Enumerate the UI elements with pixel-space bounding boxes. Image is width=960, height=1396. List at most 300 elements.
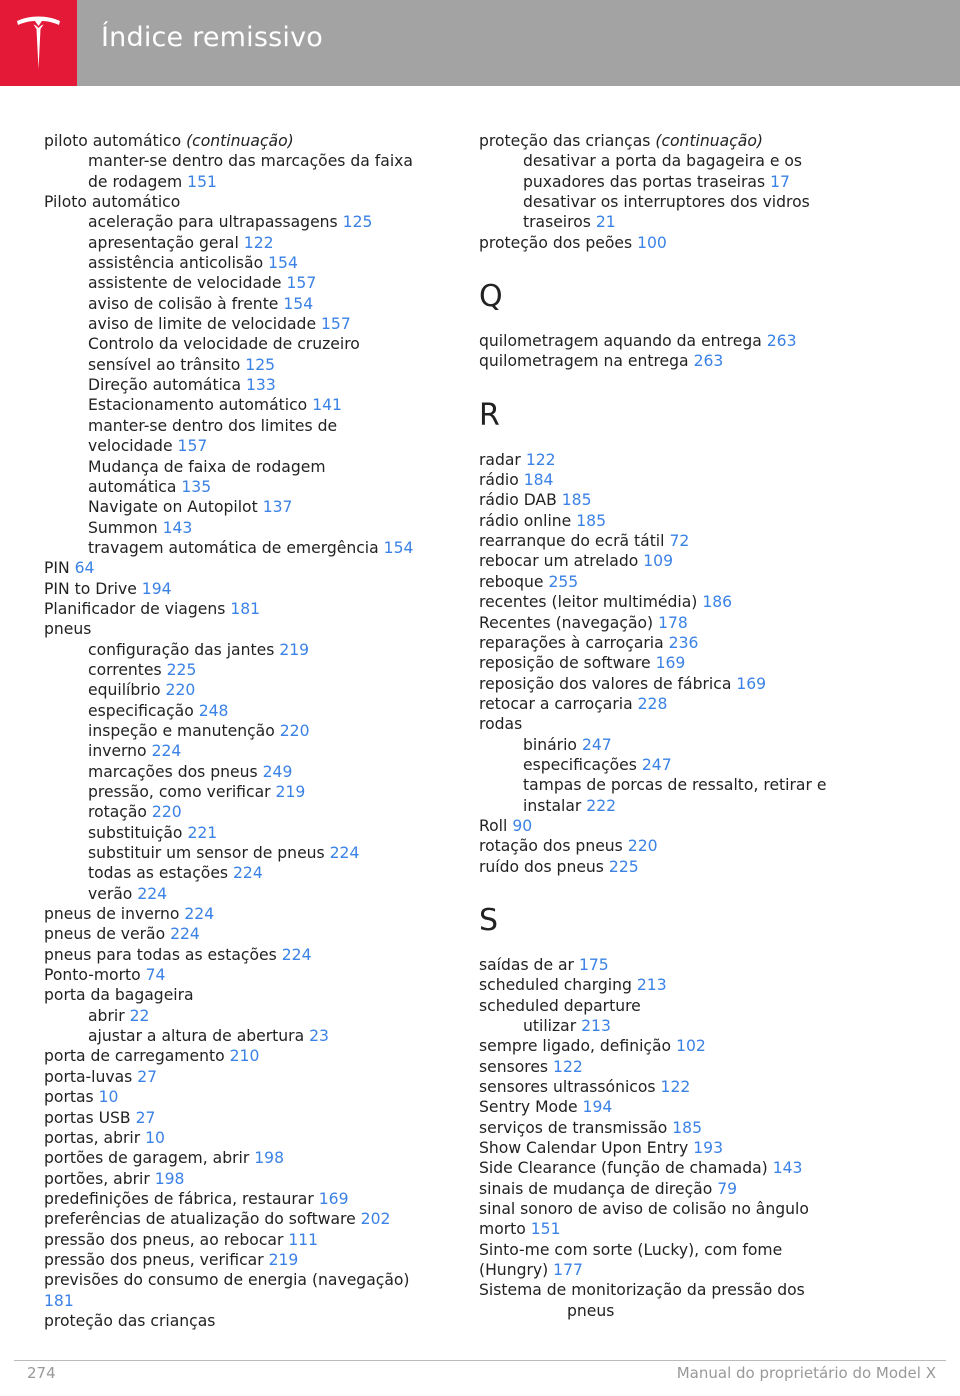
- index-entry: [44, 924, 464, 944]
- entry-text: configuração das jantes: [88, 640, 275, 659]
- page-link[interactable]: 74: [145, 966, 166, 985]
- index-subentry: [44, 233, 464, 253]
- entry-text: reboque: [479, 572, 544, 591]
- index-subentry: [479, 192, 899, 212]
- index-column-right: [479, 131, 899, 1321]
- entry-text: velocidade: [88, 437, 173, 456]
- page-link[interactable]: 133: [246, 376, 276, 395]
- index-entry: [44, 1169, 464, 1189]
- index-subentry: [479, 212, 899, 232]
- page-link[interactable]: 109: [643, 552, 674, 571]
- entry-text: Recentes (navegação): [479, 613, 654, 632]
- entry-text: inverno: [88, 742, 147, 761]
- page-link[interactable]: 122: [553, 1057, 583, 1076]
- footer-manual-title: Manual do proprietário do Model X: [676, 1364, 936, 1382]
- entry-text: Piloto automático: [44, 193, 181, 212]
- entry-text: Show Calendar Upon Entry: [479, 1139, 689, 1158]
- page-link[interactable]: 100: [637, 233, 667, 252]
- index-subentry: [44, 680, 464, 700]
- page-link[interactable]: 224: [233, 864, 263, 883]
- entry-text: saídas de ar: [479, 955, 574, 974]
- page-link[interactable]: 17: [770, 172, 790, 191]
- entry-text: Sistema de monitorização da pressão dos: [479, 1281, 805, 1300]
- entry-text: travagem automática de emergência: [88, 538, 379, 557]
- index-subentry: [44, 253, 464, 273]
- page-link[interactable]: 185: [561, 491, 592, 510]
- index-subentry: [44, 782, 464, 802]
- entry-text: pneus de inverno: [44, 905, 180, 924]
- entry-text: recentes (leitor multimédia): [479, 593, 698, 612]
- entry-text: puxadores das portas traseiras: [523, 172, 766, 191]
- index-subentry: [44, 497, 464, 517]
- entry-text: PIN to Drive: [44, 579, 137, 598]
- index-entry: [479, 694, 899, 714]
- page-link[interactable]: 247: [581, 735, 612, 754]
- page-link[interactable]: 181: [230, 599, 261, 618]
- entry-text: quilometragem aquando da entrega: [479, 332, 762, 351]
- index-entry: [44, 904, 464, 924]
- page-link[interactable]: 151: [187, 172, 217, 191]
- index-subentry: [44, 660, 464, 680]
- page-link[interactable]: 255: [548, 572, 579, 591]
- page-link[interactable]: 125: [245, 355, 276, 374]
- index-subentry: [479, 172, 899, 192]
- index-subentry: [44, 884, 464, 904]
- entry-text: especificações: [523, 755, 637, 774]
- index-entry: [44, 558, 464, 578]
- entry-text: ruído dos pneus: [479, 857, 604, 876]
- index-entry: [479, 572, 899, 592]
- index-entry: [479, 233, 899, 253]
- index-entry: [479, 592, 899, 612]
- continuation-label: (continuação): [186, 132, 294, 150]
- entry-text: substituir um sensor de pneus: [88, 844, 325, 863]
- page-link[interactable]: 224: [281, 945, 312, 964]
- entry-text: assistente de velocidade: [88, 274, 282, 293]
- entry-text: pressão, como verificar: [88, 783, 271, 801]
- index-entry: [479, 1097, 899, 1117]
- index-entry: [44, 192, 464, 212]
- index-entry: [479, 1260, 899, 1280]
- index-subentry: [44, 741, 464, 761]
- page-link[interactable]: 23: [309, 1027, 329, 1046]
- page-link[interactable]: 220: [165, 681, 196, 700]
- index-subentry: [44, 273, 464, 293]
- index-entry: [44, 1046, 464, 1066]
- page-link[interactable]: 220: [151, 803, 182, 822]
- entry-text: Summon: [88, 518, 158, 537]
- page-link[interactable]: 247: [641, 755, 672, 774]
- index-subentry: [44, 314, 464, 334]
- page-link[interactable]: 135: [181, 477, 212, 496]
- page-link[interactable]: 219: [275, 783, 306, 801]
- index-column-left: [44, 131, 464, 1331]
- page-link[interactable]: 125: [342, 213, 373, 232]
- entry-text: radar: [479, 450, 521, 469]
- index-subentry: [44, 762, 464, 782]
- entry-text: proteção das crianças: [44, 1311, 216, 1330]
- entry-text: porta da bagageira: [44, 986, 194, 1005]
- page-link[interactable]: 169: [318, 1189, 349, 1208]
- index-entry: [479, 331, 899, 351]
- index-entry: [44, 1128, 464, 1148]
- entry-text: todas as estações: [88, 864, 229, 883]
- entry-text: rádio DAB: [479, 491, 557, 510]
- index-entry: [479, 1280, 899, 1300]
- page-link[interactable]: 224: [170, 925, 200, 944]
- page-link[interactable]: 224: [329, 844, 360, 863]
- entry-text: pressão dos pneus, ao rebocar: [44, 1230, 284, 1249]
- index-entry: [44, 965, 464, 985]
- index-subentry: [44, 863, 464, 883]
- page-link[interactable]: 193: [693, 1139, 724, 1158]
- index-subentry: [44, 457, 464, 477]
- page-link[interactable]: 184: [523, 471, 554, 490]
- index-entry: [44, 1108, 464, 1128]
- entry-text: rodas: [479, 715, 523, 734]
- index-subentry: [44, 538, 464, 558]
- page-link[interactable]: 122: [243, 233, 274, 252]
- index-subentry: [44, 640, 464, 660]
- page-link[interactable]: 143: [772, 1159, 803, 1178]
- entry-text: verão: [88, 884, 133, 903]
- page-link[interactable]: 224: [137, 884, 168, 903]
- index-entry: [44, 619, 464, 639]
- page-link[interactable]: 154: [383, 538, 414, 557]
- page-link[interactable]: 22: [129, 1006, 150, 1025]
- page-link[interactable]: 72: [669, 532, 690, 551]
- page-link[interactable]: 27: [137, 1067, 158, 1086]
- index-entry: [44, 1067, 464, 1087]
- index-subentry: [44, 436, 464, 456]
- entry-text: reparações à carroçaria: [479, 633, 664, 652]
- index-entry: [479, 1138, 899, 1158]
- index-entry: [44, 1291, 464, 1311]
- page-link[interactable]: 175: [578, 955, 609, 974]
- index-entry: [479, 1199, 899, 1219]
- entry-text: portões, abrir: [44, 1169, 150, 1188]
- index-subentry: [44, 823, 464, 843]
- page-link[interactable]: 21: [595, 213, 616, 232]
- entry-text: tampas de porcas de ressalto, retirar e: [523, 776, 827, 795]
- entry-text: pneus: [567, 1301, 615, 1320]
- section-letter: Q: [479, 279, 503, 315]
- entry-text: rotação: [88, 803, 147, 822]
- page-link[interactable]: 122: [660, 1078, 691, 1097]
- index-entry: [479, 955, 899, 975]
- entry-text: binário: [523, 735, 577, 754]
- entry-text: porta-luvas: [44, 1067, 133, 1086]
- page-link[interactable]: 64: [74, 559, 95, 578]
- index-subentry: [479, 1016, 899, 1036]
- index-subentry: [44, 212, 464, 232]
- page-link[interactable]: 79: [717, 1179, 738, 1198]
- entry-text: traseiros: [523, 213, 591, 232]
- footer-divider: [14, 1360, 946, 1361]
- page-link[interactable]: 151: [530, 1220, 561, 1239]
- page-link[interactable]: 263: [693, 352, 724, 371]
- entry-text: serviços de transmissão: [479, 1118, 668, 1137]
- index-entry: [479, 131, 899, 151]
- index-entry: [479, 857, 899, 877]
- index-entry: [479, 351, 899, 371]
- page-link[interactable]: 221: [187, 823, 218, 842]
- entry-text: apresentação geral: [88, 233, 239, 252]
- entry-text: Side Clearance (função de chamada): [479, 1159, 768, 1178]
- entry-text: Planificador de viagens: [44, 599, 226, 618]
- page-link[interactable]: 198: [254, 1149, 284, 1168]
- entry-text: Sinto-me com sorte (Lucky), com fome: [479, 1240, 783, 1259]
- entry-text: morto: [479, 1220, 526, 1239]
- index-entry: [44, 945, 464, 965]
- page-link[interactable]: 154: [283, 294, 314, 313]
- index-subentry: [44, 355, 464, 375]
- entry-text: sinal sonoro de aviso de colisão no ângulo: [479, 1200, 809, 1219]
- page-link[interactable]: 178: [658, 613, 688, 632]
- page-link[interactable]: 222: [586, 796, 617, 815]
- page-link[interactable]: 157: [321, 315, 351, 334]
- page-link[interactable]: 198: [154, 1169, 185, 1188]
- entry-text: sensores ultrassónicos: [479, 1078, 656, 1097]
- index-subentry: [44, 701, 464, 721]
- page-link[interactable]: 194: [141, 579, 172, 598]
- index-entry: [479, 490, 899, 510]
- page-link[interactable]: 154: [268, 254, 298, 273]
- section-letter: S: [479, 902, 499, 938]
- brand-logo: [0, 0, 77, 86]
- page-link[interactable]: 157: [177, 437, 208, 456]
- page-link[interactable]: 263: [766, 332, 797, 351]
- section-letter: R: [479, 397, 500, 433]
- entry-text: abrir: [88, 1006, 125, 1025]
- page-link[interactable]: 122: [525, 450, 556, 469]
- page-link[interactable]: 185: [672, 1118, 703, 1137]
- index-entry: [479, 633, 899, 653]
- entry-text: portões de garagem, abrir: [44, 1149, 250, 1168]
- entry-text: sempre ligado, definição: [479, 1037, 672, 1056]
- index-subentry: [44, 843, 464, 863]
- index-entry: [44, 1311, 464, 1331]
- continuation-label: (continuação): [655, 132, 763, 150]
- index-entry: [479, 1057, 899, 1077]
- page-link[interactable]: 137: [262, 498, 293, 517]
- entry-text: manter-se dentro das marcações da faixa: [88, 152, 413, 171]
- entry-text: Sentry Mode: [479, 1098, 578, 1117]
- entry-text: Navigate on Autopilot: [88, 498, 258, 517]
- page-link[interactable]: 202: [360, 1210, 391, 1229]
- footer-page-number: 274: [27, 1364, 56, 1382]
- index-subentry: [44, 334, 464, 354]
- page-link[interactable]: 10: [145, 1128, 165, 1147]
- index-entry: [479, 1179, 899, 1199]
- index-entry: [479, 450, 899, 470]
- index-entry: [479, 1077, 899, 1097]
- entry-text: desativar os interruptores dos vidros: [523, 193, 810, 212]
- page-link[interactable]: 236: [668, 633, 699, 652]
- entry-text: automática: [88, 477, 177, 496]
- entry-text: retocar a carroçaria: [479, 694, 633, 713]
- entry-text: scheduled charging: [479, 976, 632, 995]
- entry-text: preferências de atualização do software: [44, 1210, 356, 1229]
- index-entry: [479, 1036, 899, 1056]
- page-link[interactable]: 194: [582, 1098, 613, 1117]
- index-entry: [479, 1219, 899, 1239]
- entry-text: pressão dos pneus, verificar: [44, 1250, 264, 1269]
- index-entry: [44, 1209, 464, 1229]
- page-link[interactable]: 225: [166, 660, 197, 679]
- page-link[interactable]: 185: [576, 511, 606, 530]
- page-link[interactable]: 186: [702, 593, 733, 612]
- page-link[interactable]: 141: [312, 396, 342, 415]
- page-link[interactable]: 219: [268, 1250, 299, 1269]
- index-entry: [479, 531, 899, 551]
- index-subentry: [44, 151, 464, 171]
- entry-text: rádio: [479, 471, 519, 490]
- entry-text: desativar a porta da bagageira e os: [523, 152, 803, 171]
- index-entry: [44, 1270, 464, 1290]
- entry-text: aceleração para ultrapassagens: [88, 213, 338, 232]
- index-subentry: [479, 775, 899, 795]
- index-entry: [44, 1148, 464, 1168]
- entry-text: scheduled departure: [479, 996, 641, 1015]
- entry-text: ajustar a altura de abertura: [88, 1027, 305, 1046]
- entry-text: pneus de verão: [44, 925, 166, 944]
- page-link[interactable]: 90: [512, 816, 533, 835]
- entry-text: Roll: [479, 816, 508, 835]
- index-subentry: [479, 1301, 899, 1321]
- index-subentry: [479, 151, 899, 171]
- page-link[interactable]: 169: [736, 674, 767, 693]
- page-link[interactable]: 248: [198, 701, 229, 720]
- entry-text: PIN: [44, 559, 70, 578]
- index-entry: [44, 599, 464, 619]
- index-subentry: [44, 802, 464, 822]
- entry-text: marcações dos pneus: [88, 762, 258, 781]
- page-link[interactable]: 225: [608, 857, 639, 876]
- entry-text: portas USB: [44, 1108, 131, 1127]
- page-link[interactable]: 249: [262, 762, 293, 781]
- index-subentry: [44, 1026, 464, 1046]
- entry-text: sinais de mudança de direção: [479, 1179, 713, 1198]
- index-entry: [44, 1087, 464, 1107]
- entry-text: sensores: [479, 1057, 549, 1076]
- page-link[interactable]: 157: [286, 274, 317, 293]
- index-entry: [44, 579, 464, 599]
- page-link[interactable]: 213: [581, 1017, 611, 1035]
- entry-text: substituição: [88, 823, 183, 842]
- index-subentry: [44, 375, 464, 395]
- index-entry: [479, 674, 899, 694]
- index-entry: [44, 131, 464, 151]
- index-subentry: [44, 518, 464, 538]
- page-link[interactable]: 220: [627, 837, 658, 856]
- index-entry: [479, 714, 899, 734]
- page-link[interactable]: 220: [279, 721, 310, 740]
- index-subentry: [44, 416, 464, 436]
- index-entry: [479, 551, 899, 571]
- entry-text: correntes: [88, 660, 162, 679]
- page-link[interactable]: 27: [135, 1108, 156, 1127]
- index-subentry: [44, 294, 464, 314]
- page-header: [0, 0, 960, 86]
- entry-text: assistência anticolisão: [88, 254, 264, 273]
- index-subentry: [479, 735, 899, 755]
- page-link[interactable]: 177: [553, 1261, 583, 1280]
- entry-text: pneus para todas as estações: [44, 945, 277, 964]
- entry-text: Estacionamento automático: [88, 396, 308, 415]
- index-subentry: [479, 796, 899, 816]
- entry-text: Controlo da velocidade de cruzeiro: [88, 335, 360, 354]
- index-subentry: [44, 721, 464, 741]
- entry-text: Mudança de faixa de rodagem: [88, 457, 326, 476]
- entry-text: sensível ao trânsito: [88, 355, 241, 374]
- index-entry: [479, 511, 899, 531]
- index-entry: [479, 1240, 899, 1260]
- index-entry: [479, 613, 899, 633]
- index-entry: [44, 1189, 464, 1209]
- entry-text: proteção dos peões: [479, 233, 633, 252]
- page-link[interactable]: 224: [151, 742, 182, 761]
- entry-text: rebocar um atrelado: [479, 552, 639, 571]
- entry-text: reposição de software: [479, 654, 651, 673]
- entry-text: rearranque do ecrã tátil: [479, 532, 665, 551]
- index-entry: [479, 1118, 899, 1138]
- entry-text: reposição dos valores de fábrica: [479, 674, 732, 693]
- index-subentry: [44, 477, 464, 497]
- entry-text: de rodagem: [88, 172, 183, 191]
- index-entry: [479, 836, 899, 856]
- entry-text: manter-se dentro dos limites de: [88, 416, 338, 435]
- entry-text: especificação: [88, 701, 194, 720]
- index-entry: [479, 975, 899, 995]
- entry-text: quilometragem na entrega: [479, 352, 689, 371]
- page-link[interactable]: 181: [44, 1291, 74, 1310]
- entry-text: Direção automática: [88, 376, 242, 395]
- entry-text: piloto automático: [44, 132, 182, 150]
- entry-text: utilizar: [523, 1017, 577, 1035]
- page-link[interactable]: 224: [184, 905, 215, 924]
- entry-text: equilíbrio: [88, 681, 161, 700]
- entry-text: proteção das crianças: [479, 132, 651, 150]
- page-link[interactable]: 10: [98, 1088, 119, 1107]
- index-subentry: [44, 1006, 464, 1026]
- page-link[interactable]: 213: [636, 976, 667, 995]
- index-entry: [44, 1250, 464, 1270]
- entry-text: (Hungry): [479, 1261, 549, 1280]
- page-link[interactable]: 219: [279, 640, 310, 659]
- entry-text: previsões do consumo de energia (navegação): [44, 1271, 410, 1290]
- page-link[interactable]: 111: [288, 1230, 319, 1249]
- page-link[interactable]: 210: [229, 1047, 260, 1066]
- entry-text: rádio online: [479, 511, 572, 530]
- entry-text: Ponto-morto: [44, 966, 141, 985]
- page-link[interactable]: 102: [676, 1037, 706, 1056]
- index-entry: [44, 985, 464, 1005]
- entry-text: instalar: [523, 796, 582, 815]
- page-link[interactable]: 169: [655, 654, 686, 673]
- index-entry: [479, 1158, 899, 1178]
- page-link[interactable]: 143: [162, 518, 193, 537]
- entry-text: predefinições de fábrica, restaurar: [44, 1189, 314, 1208]
- index-entry: [479, 470, 899, 490]
- index-subentry: [44, 172, 464, 192]
- page-link[interactable]: 228: [637, 694, 668, 713]
- index-entry: [479, 996, 899, 1016]
- entry-text: portas, abrir: [44, 1128, 141, 1147]
- index-subentry: [479, 755, 899, 775]
- page-title: Índice remissivo: [101, 22, 324, 53]
- entry-text: aviso de limite de velocidade: [88, 315, 317, 334]
